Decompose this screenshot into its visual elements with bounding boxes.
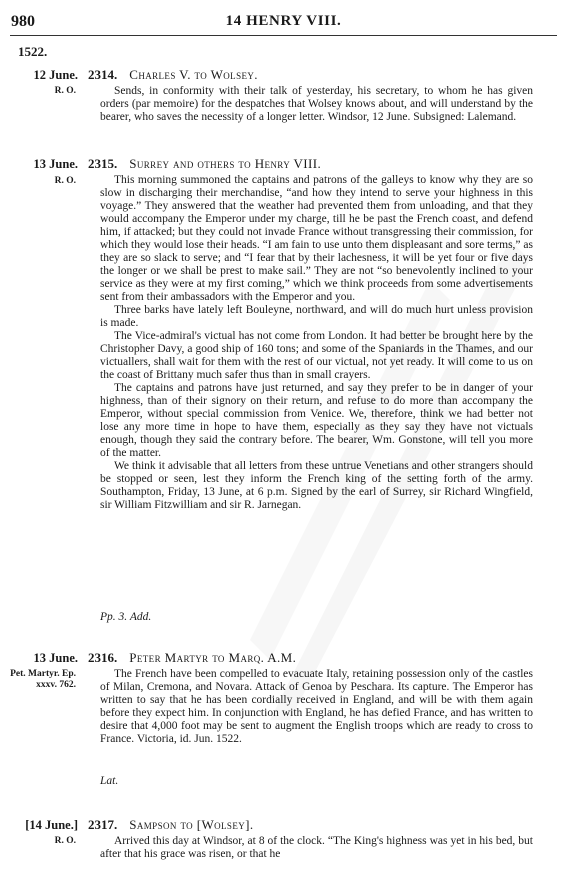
paragraph: This morning summoned the captains and patrons of the galleys to know why they are so slow in discharging their merchandise, “and how they intend to serve your highness in this voyage.” They answered that the weather had prevented them from unloading, and that they would accompany the Emperor under my charge, till he be past the French coast, and defend him, if attacked; but they could not invade France without transgressing their commission, for which they would lose their heads. “I am fain to use unto them displeasant and sore terms,” as they are so slack to serve; and “I fear that by their lachesness, it will be yet four or five days the longer or we shall be prest to make sail.” They are not “so benevolently inclined to your service as they were at my first coming,” which we think proceeds from some advertisements sent from their ambassadors with the Emperor and you. xyxy=(100,174,533,303)
page-number: 980 xyxy=(11,13,35,30)
entry-body xyxy=(100,85,533,124)
entry-body xyxy=(100,174,533,512)
entry-meta: Lat. xyxy=(100,775,119,787)
paragraph: The Vice-admiral's victual has not come from London. It had better be brought here by the Christopher Davy, a good ship of 160 tons; and some of the Spaniards in the Thames, and our victuallers, shall wait for them with the rest of our victual, not yet ready. It will come to us on the coast of Brittany much safer thus than in small crayers. xyxy=(100,330,533,381)
entry-source: R. O. xyxy=(54,86,76,96)
entry-title: Sampson to [Wolsey]. xyxy=(129,817,254,832)
entry-number: 2314. xyxy=(88,67,118,82)
entry-heading xyxy=(88,650,296,666)
running-title: 14 HENRY VIII. xyxy=(225,13,342,29)
entry-meta: Pp. 3. Add. xyxy=(100,611,152,623)
entry-date: 12 June. xyxy=(33,68,78,82)
entry-title: Surrey and others to Henry VIII. xyxy=(129,156,322,171)
page-header xyxy=(0,0,567,34)
year-label: 1522. xyxy=(18,44,48,59)
entry-number: 2315. xyxy=(88,156,118,171)
entry-body xyxy=(100,835,533,875)
entry-title: Peter Martyr to Marq. A.M. xyxy=(129,650,297,665)
paragraph: Three barks have lately left Bouleyne, northward, and will do much hurt unless provision is made. xyxy=(100,304,533,329)
paragraph: The captains and patrons have just returned, and say they prefer to be in danger of your highness, than of their signory on their return, and refuse to do more than accompany the Emperor, without special commission from Venice. We, therefore, think we had better not lose any more time in hope to have them, especially as they say they have not victuals enough, though they said the contrary before. The bearer, Wm. Gonstone, will tell you more of the matter. xyxy=(100,382,533,459)
entry-date: 13 June. xyxy=(33,651,78,665)
paragraph: We think it advisable that all letters from these untrue Venetians and other strangers should be stopped or seen, lest they inform the French king of the setting forth of the army. Southampton, Friday, 13 June, at 6 p.m. Signed by the earl of Surrey, sir Richard Wingfield, sir William Fitzwilliam and sir R. Jarnegan. xyxy=(100,460,533,511)
paragraph: The French have been compelled to evacuate Italy, retaining possession only of the castles of Milan, Cremona, and Novara. Attack of Genoa by Peschara. Its capture. The Emperor has written to say that he has been cordially received in England, and will be with them again before they expect him. In conjunction with England, he has defied France, and has written to desire that 4,000 foot may be sent to augment the English troops which are ready to cross to France. Victoria, id. Jun. 1522. xyxy=(100,668,533,745)
entry-heading xyxy=(88,156,321,172)
entry-number: 2317. xyxy=(88,817,118,832)
header-rule xyxy=(10,35,557,36)
paragraph: Sends, in conformity with their talk of yesterday, his secretary, to whom he has given orders (par memoire) for the despatches that Wolsey knows about, and will understand by the bearer, who saves the necessity of a longer letter. Windsor, 12 June. Subsigned: Lalemand. xyxy=(100,85,533,123)
entry-source: R. O. xyxy=(54,836,76,846)
entry-body xyxy=(100,668,533,746)
entry-source: Pet. Martyr. Ep. xxxv. 762. xyxy=(10,669,76,690)
entry-heading xyxy=(88,817,254,833)
entry-source: R. O. xyxy=(54,176,76,186)
paragraph: Arrived this day at Windsor, at 8 of the clock. “The King's highness was yet in his bed, but after that his grace was risen, or that he xyxy=(100,835,533,860)
entry-heading xyxy=(88,67,258,83)
entry-number: 2316. xyxy=(88,650,118,665)
entry-date: [14 June.] xyxy=(25,818,78,832)
entry-date: 13 June. xyxy=(33,157,78,171)
entry-title: Charles V. to Wolsey. xyxy=(129,67,258,82)
